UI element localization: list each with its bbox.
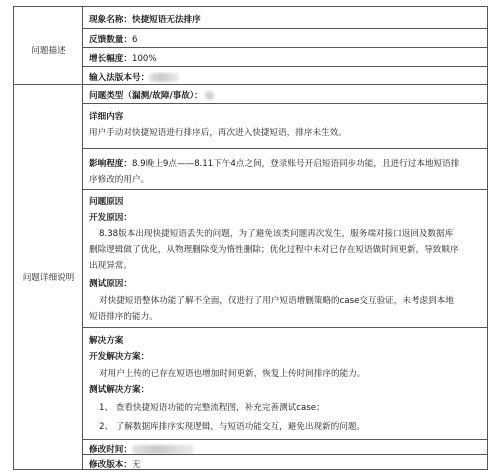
impact-line-1 bbox=[89, 157, 483, 169]
dev-cause-label: 开发原因： bbox=[89, 213, 132, 223]
label-problem-description: 问题描述 bbox=[31, 46, 66, 56]
solution-heading: 解决方案 bbox=[89, 336, 124, 346]
test-cause-line-2: 短语排序的能力。 bbox=[89, 312, 158, 322]
growth-rate bbox=[89, 52, 483, 64]
dev-solution-label: 开发解决方案： bbox=[89, 352, 150, 362]
version-label: 输入法版本号： bbox=[89, 73, 150, 83]
cause-heading: 问题原因 bbox=[89, 197, 124, 207]
label-problem-detail: 问题详细说明 bbox=[22, 273, 75, 283]
impact-line-2: 序修改的用户。 bbox=[89, 175, 150, 185]
solution-row bbox=[83, 327, 487, 439]
problem-type-row bbox=[83, 84, 487, 103]
problem-report-table bbox=[13, 6, 488, 470]
modify-version-row bbox=[83, 454, 487, 470]
redacted-type bbox=[205, 91, 214, 100]
phenomenon-row bbox=[83, 7, 487, 28]
test-cause-label: 测试原因： bbox=[89, 279, 132, 289]
detail-row bbox=[83, 103, 487, 148]
phenomenon-name: 现象名称：快捷短语无法排序 bbox=[89, 15, 201, 25]
test-solution-item-2: 2、 了解数据库排序实现逻辑，与短语功能交互，避免出现新的问题。 bbox=[99, 422, 366, 432]
problem-type bbox=[89, 89, 483, 101]
detail-heading: 详细内容 bbox=[89, 112, 124, 122]
impact-text-1: 8.9晚上9点——8.11下午4点之间，登录账号开启短语同步功能，且进行过本地短语排 bbox=[131, 159, 460, 169]
modify-time-label: 修改时间： bbox=[89, 445, 132, 455]
test-solution-item-1: 1、 查看快捷短语功能的完整流程图，补充完善测试case； bbox=[99, 403, 325, 413]
modify-version-value: 无 bbox=[131, 460, 141, 470]
redacted-time bbox=[132, 445, 194, 454]
dev-cause-line-2: 删除逻辑做了优化，从物理删除变为惰性删除；优化过程中未对已存在短语做时间更新，导致顺序 bbox=[89, 245, 459, 255]
input-method-version bbox=[89, 71, 483, 83]
impact-label: 影响程度： bbox=[89, 159, 132, 169]
test-cause-line-1: 对快捷短语整体功能了解不全面，仅进行了用户短语增删策略的case交互验证，未考虑到本地 bbox=[99, 296, 454, 306]
test-solution-label: 测试解决方案： bbox=[89, 385, 150, 395]
feedback-count bbox=[89, 33, 483, 45]
feedback-value: 6 bbox=[131, 35, 138, 45]
feedback-row bbox=[83, 28, 487, 47]
dev-cause-line-1: 8.38版本出现快捷短语丢失的问题，为了避免该类问题再次发生，服务端对接口返回及数据库 bbox=[99, 229, 454, 239]
redacted-version bbox=[149, 73, 179, 82]
dev-cause-line-3: 出现异常。 bbox=[89, 261, 132, 271]
detail-text: 用户手动对快捷短语进行排序后，再次进入快捷短语，排序未生效。 bbox=[89, 128, 347, 138]
impact-row bbox=[83, 148, 487, 189]
modify-time-row bbox=[83, 439, 487, 454]
left-divider bbox=[14, 84, 83, 85]
growth-row bbox=[83, 47, 487, 66]
feedback-label: 反馈数量： bbox=[89, 35, 132, 45]
problem-type-label: 问题类型（漏测/故障/事故）： bbox=[89, 91, 203, 101]
modify-version bbox=[89, 458, 483, 470]
cause-row bbox=[83, 189, 487, 327]
version-row bbox=[83, 66, 487, 84]
modify-version-label: 修改版本： bbox=[89, 460, 132, 470]
dev-solution-text: 对用户上传的已存在短语也增加时间更新，恢复上传时间排序的能力。 bbox=[99, 369, 366, 379]
growth-value: 100% bbox=[131, 54, 157, 64]
left-label-column bbox=[14, 7, 83, 469]
growth-label: 增长幅度： bbox=[89, 54, 132, 64]
